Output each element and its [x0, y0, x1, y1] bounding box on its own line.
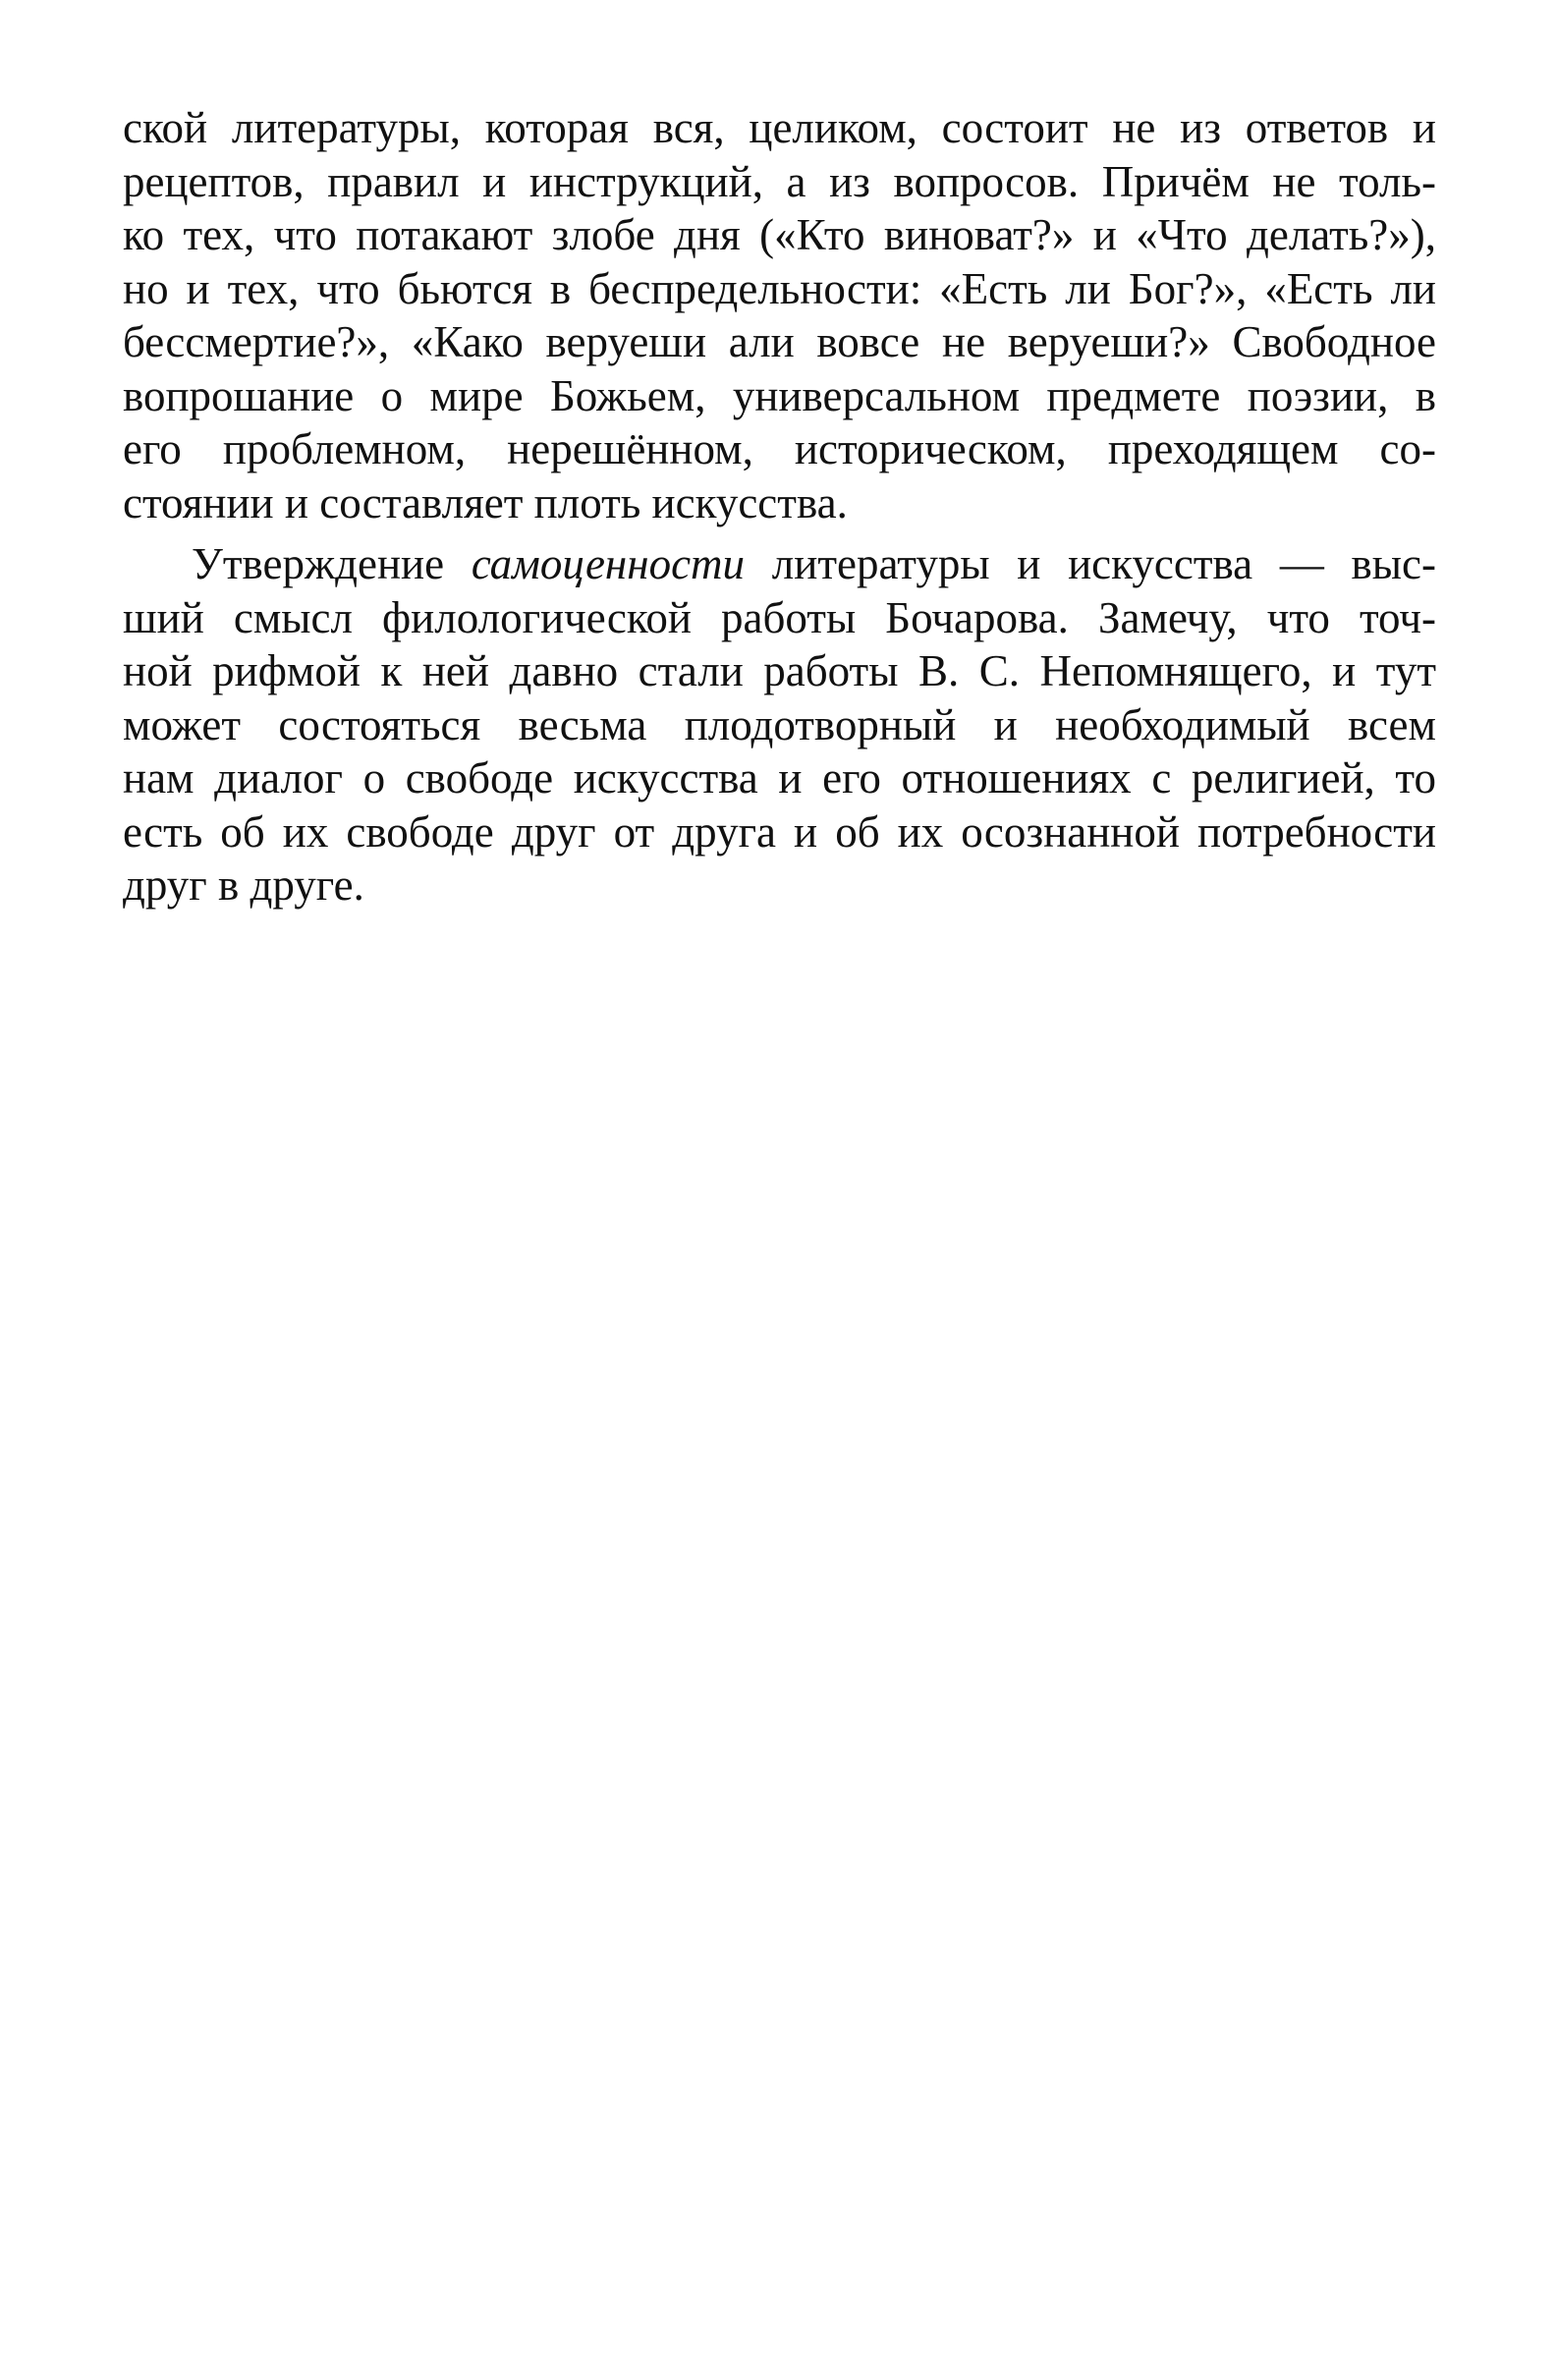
text-line: есть об их свободе друг от друга и об их осознанной потребности: [123, 806, 1436, 857]
paragraph-2: [123, 537, 1436, 913]
emphasis-text: самоценности: [471, 539, 746, 588]
text-line: ко тех, что потакают злобе дня («Кто виноват?» и «Что делать?»),: [123, 210, 1436, 259]
text-line: может состояться весьма плодотворный и необходимый всем: [123, 699, 1436, 749]
paragraph-1: [123, 101, 1436, 529]
text-line-first: [123, 537, 1436, 591]
body-text: [123, 101, 1436, 913]
text-line: рецептов, правил и инструкций, а из вопросов. Причём не толь-: [123, 156, 1436, 206]
text-line: ной рифмой к ней давно стали работы В. С. Непомнящего, и тут: [123, 646, 1436, 695]
text-line: ской литературы, которая вся, целиком, состоит не из ответов и: [123, 103, 1436, 152]
text-line: ший смысл филологической работы Бочарова. Замечу, что точ-: [123, 592, 1436, 642]
text-run: Утверждение: [192, 539, 472, 588]
text-line: стоянии и составляет плоть искусства.: [123, 477, 848, 527]
text-run: литературы и искусства — выс-: [745, 539, 1436, 588]
text-line: друг в друге.: [123, 860, 364, 910]
text-line: но и тех, что бьются в беспредельности: «Есть ли Бог?», «Есть ли: [123, 263, 1436, 313]
text-line: нам диалог о свободе искусства и его отношениях с религией, то: [123, 753, 1436, 803]
text-line: его проблемном, нерешённом, историческом, преходящем со-: [123, 424, 1436, 473]
text-line: бессмертие?», «Како веруеши али вовсе не веруеши?» Свободное: [123, 317, 1436, 366]
text-line: вопрошание о мире Божьем, универсальном предмете поэзии, в: [123, 370, 1436, 420]
